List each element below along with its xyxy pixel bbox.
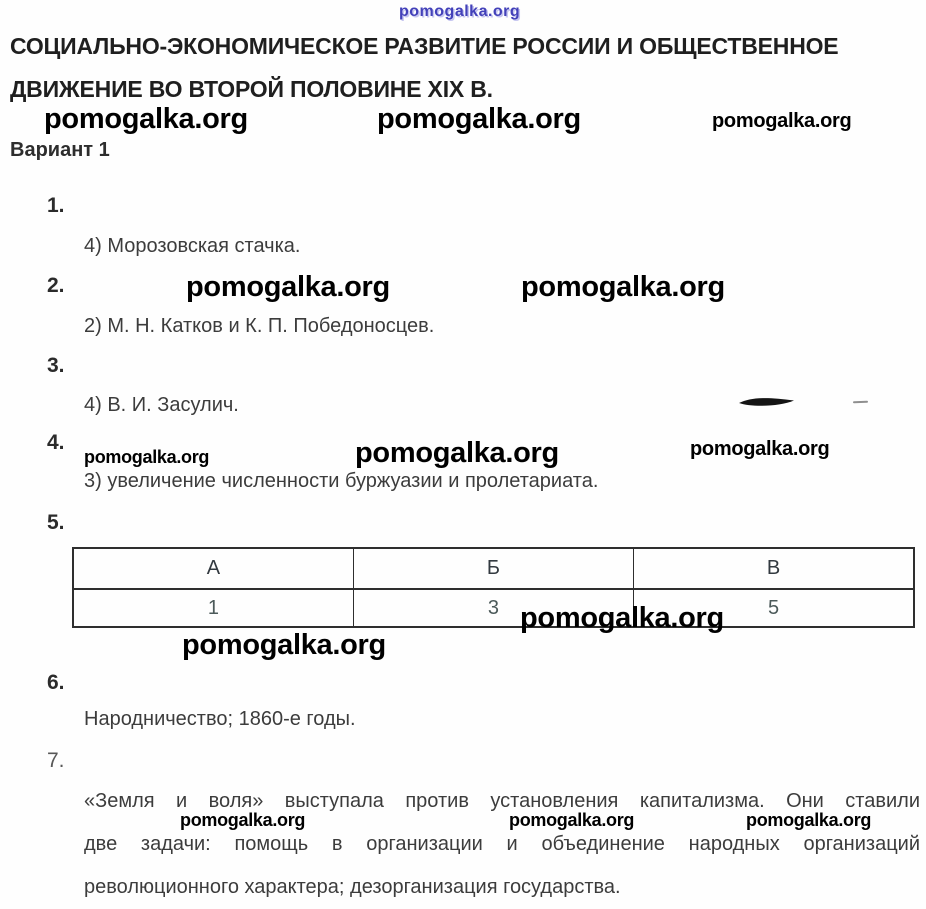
- table-value-cell-a: 1: [73, 589, 353, 627]
- pencil-dash-mark: [853, 401, 868, 404]
- watermark: pomogalka.org: [712, 110, 852, 132]
- question-number-6: 6.: [47, 671, 65, 694]
- answer-text-6: Народничество; 1860-е годы.: [84, 708, 356, 730]
- paragraph-line: «Земля и воля» выступала против установления капитализма. Они ставили: [84, 790, 920, 812]
- watermark: pomogalka.org: [520, 602, 724, 634]
- page-title-line-1: СОЦИАЛЬНО-ЭКОНОМИЧЕСКОЕ РАЗВИТИЕ РОССИИ И ОБЩЕСТВЕННОЕ: [10, 33, 839, 59]
- watermark: pomogalka.org: [186, 271, 390, 303]
- watermark: pomogalka.org: [377, 103, 581, 135]
- table-value-cell-v: 5: [634, 589, 914, 627]
- watermark-top-blue: pomogalka.org: [399, 3, 521, 20]
- paragraph-line: две задачи: помощь в организации и объединение народных организаций: [84, 833, 920, 855]
- watermark: pomogalka.org: [509, 810, 635, 830]
- watermark: pomogalka.org: [355, 437, 559, 469]
- answer-paragraph-7: [84, 780, 920, 909]
- watermark: pomogalka.org: [180, 810, 306, 830]
- answer-text-3: 4) В. И. Засулич.: [84, 394, 239, 416]
- paragraph-line: революционного характера; дезорганизация государства.: [84, 876, 621, 898]
- answer-text-1: 4) Морозовская стачка.: [84, 235, 301, 257]
- answers-table: [72, 547, 915, 628]
- question-number-4: 4.: [47, 431, 65, 454]
- question-number-2: 2.: [47, 274, 65, 297]
- table-header-cell-b: Б: [353, 548, 633, 589]
- question-number-7: 7.: [47, 749, 65, 772]
- answer-text-2: 2) М. Н. Катков и К. П. Победоносцев.: [84, 315, 435, 337]
- question-number-1: 1.: [47, 194, 65, 217]
- question-number-3: 3.: [47, 354, 65, 377]
- table-header-cell-v: В: [634, 548, 914, 589]
- watermark: pomogalka.org: [746, 810, 872, 830]
- variant-label: Вариант 1: [10, 139, 110, 161]
- watermark: pomogalka.org: [182, 629, 386, 661]
- table-value-cell-b: 3: [353, 589, 633, 627]
- table-header-cell-a: А: [73, 548, 353, 589]
- table-header-row: [73, 548, 914, 589]
- answer-text-4: 3) увеличение численности буржуазии и пролетариата.: [84, 470, 599, 492]
- page-title-line-2: ДВИЖЕНИЕ ВО ВТОРОЙ ПОЛОВИНЕ XIX В.: [10, 76, 493, 102]
- table-value-row: [73, 589, 914, 627]
- watermark: pomogalka.org: [84, 447, 210, 467]
- ink-smudge: [738, 394, 796, 410]
- watermark: pomogalka.org: [690, 438, 830, 460]
- question-number-5: 5.: [47, 511, 65, 534]
- watermark: pomogalka.org: [521, 271, 725, 303]
- watermark: pomogalka.org: [44, 103, 248, 135]
